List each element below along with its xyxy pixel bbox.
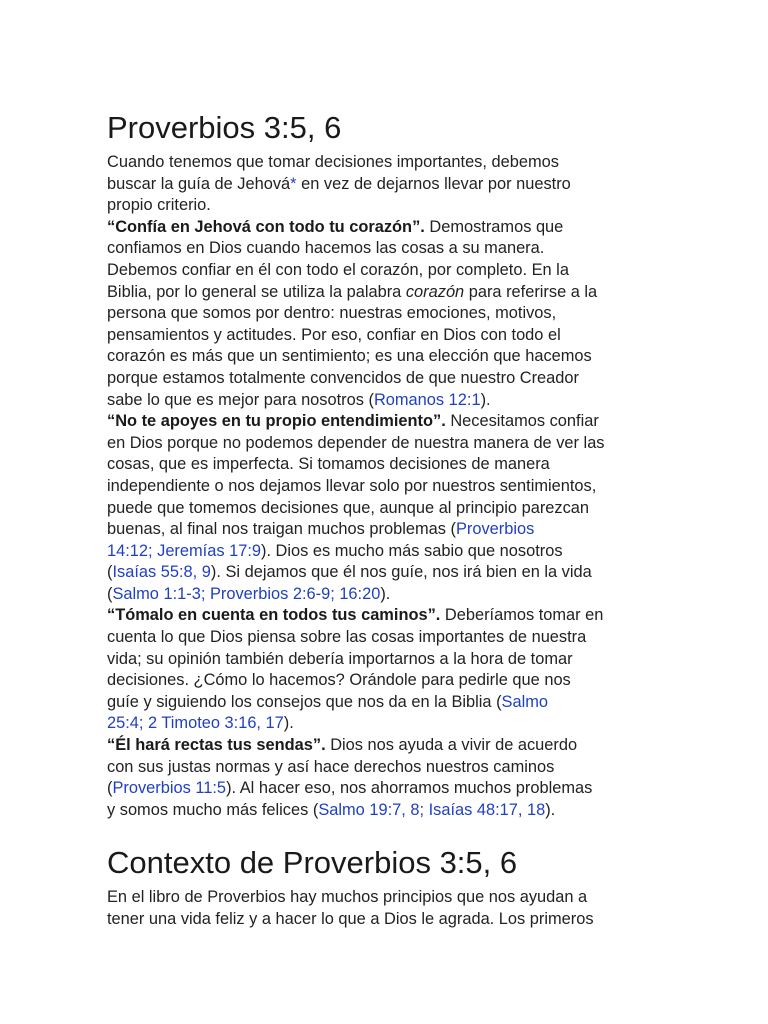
- section-heading: “No te apoyes en tu propio entendimiento”.: [107, 412, 446, 431]
- scripture-link[interactable]: Salmo: [501, 692, 549, 711]
- scripture-link[interactable]: Salmo 19:7, 8; Isaías 48:17, 18: [318, 800, 546, 819]
- scripture-link[interactable]: Proverbios: [455, 520, 535, 539]
- section-all-your-ways: “Tómalo en cuenta en todos tus caminos”. Deberíamos tomar en cuenta lo que Dios piensa sobre las cosas importantes de nuestra vida; su opinión también debería importarnos a la hora de tomar decisiones. ¿Cómo lo hacemos? Orándole para pedirle que nos guíe y siguiendo los consejos que nos da en la Biblia (Salmo 25:4; 2 Timoteo 3:16, 17).: [107, 606, 604, 733]
- scripture-link[interactable]: Isaías 55:8, 9: [112, 563, 211, 582]
- scripture-link[interactable]: Romanos 12:1: [373, 390, 481, 409]
- context-paragraph: En el libro de Proverbios hay muchos principios que nos ayudan a tener una vida feliz y a hacer lo que a Dios le agrada. Los primeros: [107, 888, 594, 928]
- article: [107, 110, 667, 931]
- section-own-understanding: “No te apoyes en tu propio entendimiento”. Necesitamos confiar en Dios porque no podemos depender de nuestra manera de ver las cosas, que es imperfecta. Si tomamos decisiones de manera independiente o nos dejamos llevar solo por nuestros sentimientos, puede que tomemos decisiones que, aunque al principio parezcan buenas, al final nos traigan muchos problemas (Proverbios 14:12; Jeremías 17:9). Dios es mucho más sabio que nosotros (Isaías 55:8, 9). Si dejamos que él nos guíe, nos irá bien en la vida (Salmo 1:1-3; Proverbios 2:6-9; 16:20).: [107, 412, 605, 603]
- intro-paragraph: Cuando tenemos que tomar decisiones importantes, debemos buscar la guía de Jehová* en vez de dejarnos llevar por nuestro propio criterio.: [107, 153, 571, 215]
- section-straight-paths: “Él hará rectas tus sendas”. Dios nos ayuda a vivir de acuerdo con sus justas normas y así hace derechos nuestros caminos (Proverbios 11:5). Al hacer eso, nos ahorramos muchos problemas y somos mucho más felices (Salmo 19:7, 8; Isaías 48:17, 18).: [107, 736, 593, 819]
- footnote-link[interactable]: *: [290, 174, 297, 193]
- scripture-link[interactable]: 14:12; Jeremías 17:9: [107, 541, 261, 560]
- section-heading: “Él hará rectas tus sendas”.: [107, 736, 326, 755]
- section-trust-heart: “Confía en Jehová con todo tu corazón”. Demostramos que confiamos en Dios cuando hacemos las cosas a su manera. Debemos confiar en él con todo el corazón, por completo. En la Biblia, por lo general se utiliza la palabra corazón para referirse a la persona que somos por dentro: nuestras emociones, motivos, pensamientos y actitudes. Por eso, confiar en Dios con todo el corazón es más que un sentimiento; es una elección que hacemos porque estamos totalmente convencidos de que nuestro Creador sabe lo que es mejor para nosotros (Romanos 12:1).: [107, 217, 598, 409]
- scripture-link[interactable]: Salmo 1:1-3; Proverbios 2:6-9; 16:20: [112, 584, 381, 603]
- page-title: Proverbios 3:5, 6: [107, 110, 342, 145]
- section-title: Contexto de Proverbios 3:5, 6: [107, 845, 518, 881]
- section-heading: “Confía en Jehová con todo tu corazón”.: [107, 217, 425, 236]
- section-heading: “Tómalo en cuenta en todos tus caminos”.: [107, 606, 441, 625]
- scripture-link[interactable]: Proverbios 11:5: [112, 779, 227, 798]
- scripture-link[interactable]: 25:4; 2 Timoteo 3:16, 17: [107, 714, 284, 733]
